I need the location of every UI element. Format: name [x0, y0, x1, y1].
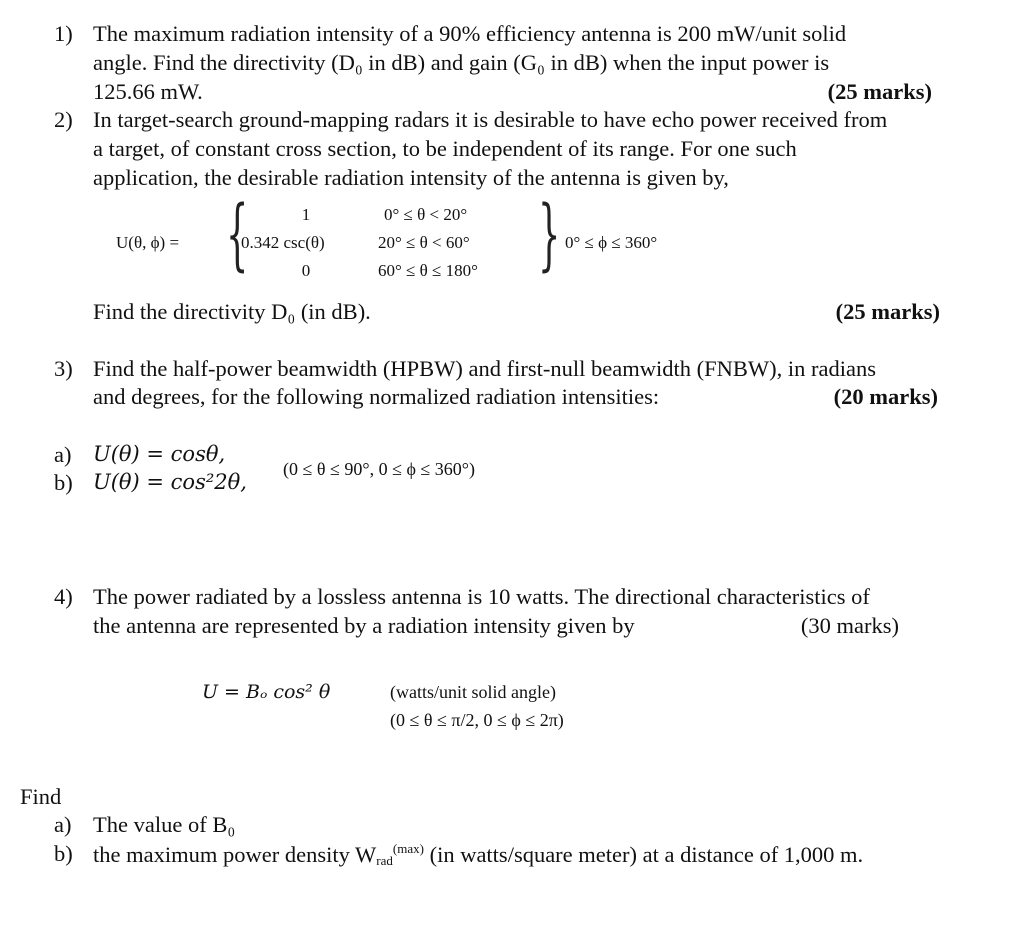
q4-part-b-text	[93, 841, 863, 869]
q4-number: 4)	[54, 584, 73, 609]
q4-units: (watts/unit solid angle)	[390, 682, 556, 702]
q1-line-3: 125.66 mW.	[93, 79, 203, 104]
q3-number: 3)	[54, 356, 73, 381]
q2-line-1: In target-search ground-mapping radars it is desirable to have echo power received from	[93, 107, 888, 132]
q4-part-a-label: a)	[54, 812, 72, 837]
q4-part-b-superscript: (max)	[392, 841, 424, 856]
q2-line-3: application, the desirable radiation intensity of the antenna is given by,	[93, 165, 729, 190]
q3-line-2: and degrees, for the following normalized radiation intensities:	[93, 384, 660, 409]
q4-part-b-post: (in watts/square meter) at a distance of 1,000 m.	[423, 842, 864, 867]
q1-line-1: The maximum radiation intensity of a 90% efficiency antenna is 200 mW/unit solid	[93, 21, 847, 46]
q2-line-2: a target, of constant cross section, to be independent of its range. For one such	[93, 136, 797, 161]
q1-line-2: angle. Find the directivity (D₀ in dB) and gain (G₀ in dB) when the input power is	[93, 50, 830, 75]
q4-part-b-pre: the maximum power density W	[93, 842, 377, 867]
q2-case-2-range: 20° ≤ θ < 60°	[378, 233, 470, 252]
q4-line-2: the antenna are represented by a radiation intensity given by	[93, 613, 635, 638]
q3-part-b-label: b)	[54, 470, 73, 495]
q3-range: (0 ≤ θ ≤ 90°, 0 ≤ ϕ ≤ 360°)	[283, 459, 475, 479]
q2-find: Find the directivity D₀ (in dB).	[93, 299, 371, 324]
q4-marks: (30 marks)	[800, 613, 899, 638]
q4-find: Find	[20, 784, 62, 809]
q4-part-b-subscript: rad	[376, 853, 393, 868]
q2-case-1-value: 1	[301, 205, 311, 224]
q3-part-a-label: a)	[54, 442, 72, 467]
q4-part-a-text: The value of B₀	[93, 812, 236, 837]
q3-line-1: Find the half-power beamwidth (HPBW) and first-null beamwidth (FNBW), in radians	[93, 356, 876, 381]
q4-part-b-label: b)	[54, 841, 73, 866]
left-brace: {	[226, 190, 249, 280]
q2-case-2-value: 0.342 csc(θ)	[241, 233, 325, 252]
q1-number: 1)	[54, 21, 73, 46]
q2-case-3-value: 0	[301, 261, 311, 280]
q4-range: (0 ≤ θ ≤ π/2, 0 ≤ ϕ ≤ 2π)	[390, 710, 564, 730]
q2-phi-range: 0° ≤ ϕ ≤ 360°	[565, 233, 658, 252]
q2-case-1-range: 0° ≤ θ < 20°	[384, 205, 468, 224]
q2-marks: (25 marks)	[835, 299, 940, 324]
q3-marks: (20 marks)	[833, 384, 938, 409]
q2-equation-lhs: U(θ, ϕ) =	[116, 233, 180, 252]
q2-number: 2)	[54, 107, 73, 132]
q3-part-b-expression: U(θ) = cos²2θ,	[93, 470, 247, 494]
q4-line-1: The power radiated by a lossless antenna is 10 watts. The directional characteristics of	[93, 584, 870, 609]
q3-part-a-expression: U(θ) = cosθ,	[93, 442, 226, 466]
q2-case-3-range: 60° ≤ θ ≤ 180°	[378, 261, 478, 280]
right-brace: }	[538, 190, 561, 280]
q4-equation: U = Bₒ cos² θ	[202, 681, 331, 703]
q1-marks: (25 marks)	[827, 79, 932, 104]
